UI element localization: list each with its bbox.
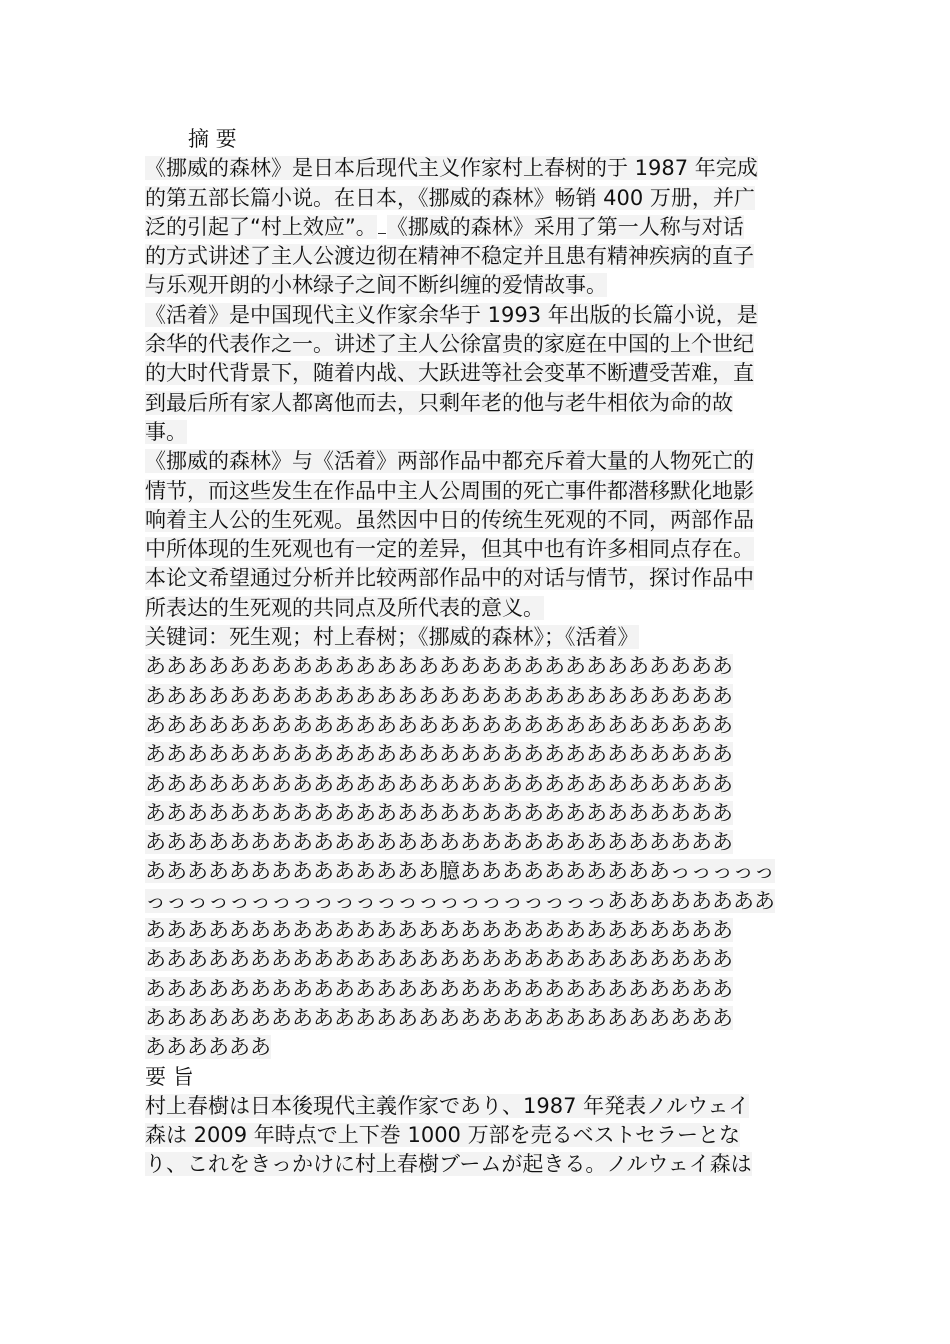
keywords-line bbox=[145, 623, 805, 652]
abstract-cn-line bbox=[145, 506, 805, 535]
filler-line bbox=[145, 740, 805, 769]
text-run: ああああああ bbox=[145, 1035, 271, 1060]
abstract-cn-line bbox=[145, 477, 805, 506]
text-run: 《活着》是中国现代主义作家余华于 1993 年出版的长篇小说，是 bbox=[145, 302, 758, 327]
filler-line bbox=[145, 828, 805, 857]
abstract-cn-line bbox=[145, 389, 805, 418]
text-run: ああああああああああああああああああああああああああああ bbox=[145, 947, 733, 972]
text-run: 《挪威的森林》是日本后现代主义作家村上春树的于 1987 年完成 bbox=[145, 156, 758, 181]
abstract-jp-line bbox=[145, 1150, 805, 1179]
text-run: ああああああああああああああああああああああああああああ bbox=[145, 654, 733, 679]
abstract-jp-line bbox=[145, 1121, 805, 1150]
abstract-cn-line bbox=[145, 535, 805, 564]
text-run: 村上春樹は日本後現代主義作家であり、1987 年発表ノルウェイ bbox=[145, 1093, 750, 1118]
abstract-cn-line bbox=[145, 213, 805, 242]
filler-line bbox=[145, 711, 805, 740]
filler-line bbox=[145, 770, 805, 799]
filler-line bbox=[145, 945, 805, 974]
abstract-jp-heading: 要 旨 bbox=[145, 1064, 194, 1089]
abstract-cn-line bbox=[145, 447, 805, 476]
text-run: 关键词：死生观；村上春树；《挪威的森林》；《活着》 bbox=[145, 625, 639, 650]
text-run: 所表达的生死观的共同点及所代表的意义。 bbox=[145, 595, 544, 620]
abstract-jp-line bbox=[145, 1092, 805, 1121]
text-run: ああああああああああああああああああああああああああああ bbox=[145, 742, 733, 767]
text-run: 森は 2009 年時点で上下巻 1000 万部を売るベストセラーとな bbox=[145, 1123, 740, 1148]
text-run: ああああああああああああああああああああああああああああ bbox=[145, 800, 733, 825]
text-run: 余华的代表作之一。讲述了主人公徐富贵的家庭在中国的上个世纪 bbox=[145, 332, 754, 357]
filler-line bbox=[145, 682, 805, 711]
text-run: 事。 bbox=[145, 419, 187, 444]
filler-line bbox=[145, 857, 805, 886]
filler-line bbox=[145, 975, 805, 1004]
text-run: 中所体现的生死观也有一定的差异，但其中也有许多相同点存在。 bbox=[145, 537, 754, 562]
text-run: 到最后所有家人都离他而去，只剩年老的他与老牛相依为命的故 bbox=[145, 390, 733, 415]
abstract-cn-heading: 摘 要 bbox=[188, 127, 237, 151]
text-run: ああああああああああああああああああああああああああああ bbox=[145, 976, 733, 1001]
document-body bbox=[145, 125, 805, 1180]
abstract-cn-line bbox=[145, 594, 805, 623]
text-run: 情节，而这些发生在作品中主人公周围的死亡事件都潜移默化地影 bbox=[145, 478, 754, 503]
text-run: ああああああああああああああああああああああああああああ bbox=[145, 918, 733, 943]
text-run: 泛的引起了“村上效应”。 bbox=[145, 214, 377, 239]
abstract-cn-line bbox=[145, 301, 805, 330]
text-run: 与乐观开朗的小林绿子之间不断纠缠的爱情故事。 bbox=[145, 273, 607, 298]
filler-line bbox=[145, 887, 805, 916]
abstract-cn-line bbox=[145, 418, 805, 447]
text-run: 《挪威的森林》与《活着》两部作品中都充斥着大量的人物死亡的 bbox=[145, 449, 754, 474]
text-run: 的第五部长篇小说。在日本，《挪威的森林》畅销 400 万册，并广 bbox=[145, 185, 755, 210]
text-run: 《挪威的森林》采用了第一人称与对话 bbox=[386, 214, 744, 239]
text-cursor-mark bbox=[378, 219, 386, 234]
text-run: ああああああああああああああああああああああああああああ bbox=[145, 830, 733, 855]
filler-line bbox=[145, 799, 805, 828]
abstract-cn-line bbox=[145, 242, 805, 271]
text-run: 响着主人公的生死观。虽然因中日的传统生死观的不同，两部作品 bbox=[145, 507, 754, 532]
text-run: ああああああああああああああああああああああああああああ bbox=[145, 771, 733, 796]
text-run: ああああああああああああああああああああああああああああ bbox=[145, 1005, 733, 1030]
text-run: っっっっっっっっっっっっっっっっっっっっっっああああああああ bbox=[145, 888, 775, 913]
filler-line bbox=[145, 1033, 805, 1062]
text-run: 的大时代背景下，随着内战、大跃进等社会变革不断遭受苦难，直 bbox=[145, 361, 754, 386]
abstract-cn-line bbox=[145, 184, 805, 213]
filler-line bbox=[145, 1004, 805, 1033]
abstract-cn-line bbox=[145, 271, 805, 300]
abstract-cn-line bbox=[145, 330, 805, 359]
filler-line bbox=[145, 916, 805, 945]
abstract-cn-line bbox=[145, 154, 805, 183]
text-run: り、これをきっかけに村上春樹ブームが起きる。ノルウェイ森は bbox=[145, 1152, 752, 1177]
abstract-cn-line bbox=[145, 359, 805, 388]
filler-line bbox=[145, 652, 805, 681]
abstract-cn-line bbox=[145, 564, 805, 593]
text-run: ああああああああああああああああああああああああああああ bbox=[145, 712, 733, 737]
text-run: ああああああああああああああああああああああああああああ bbox=[145, 683, 733, 708]
text-run: 的方式讲述了主人公渡边彻在精神不稳定并且患有精神疾病的直子 bbox=[145, 244, 754, 269]
text-run: ああああああああああああああ臆ああああああああああっっっっっ bbox=[145, 859, 775, 884]
text-run: 本论文希望通过分析并比较两部作品中的对话与情节，探讨作品中 bbox=[145, 566, 754, 591]
